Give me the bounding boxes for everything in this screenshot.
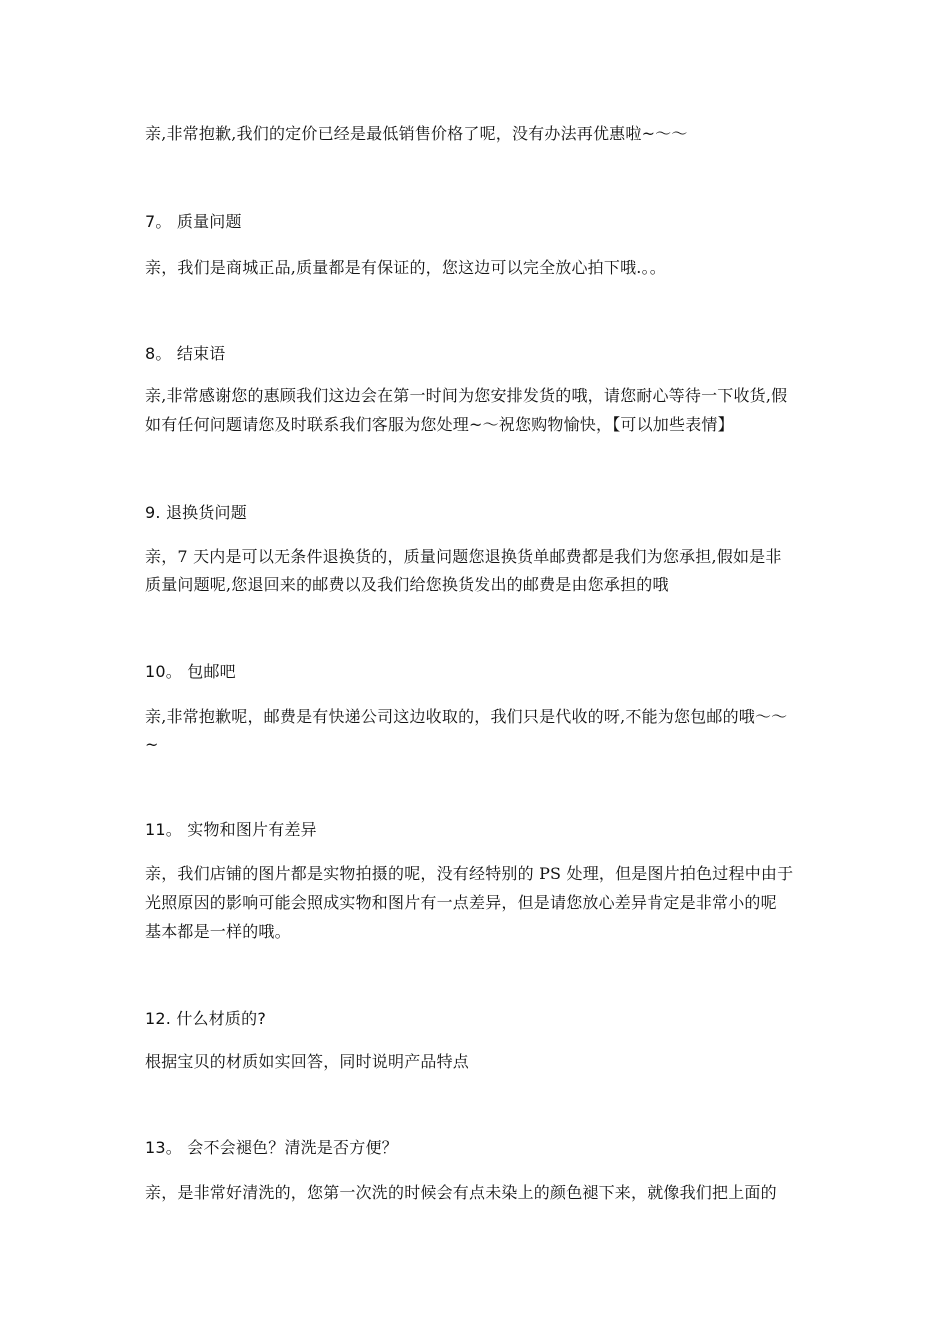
- paragraph-line: 如有任何问题请您及时联系我们客服为您处理~～祝您购物愉快，【可以加些表情】: [145, 415, 734, 434]
- section-heading-returns: 9. 退换货问题: [145, 503, 247, 522]
- paragraph-line: 亲,非常抱歉呢，邮费是有快递公司这边收取的，我们只是代收的呀,不能为您包邮的哦～～: [145, 707, 788, 726]
- paragraph-line: 亲，我们是商城正品,质量都是有保证的，您这边可以完全放心拍下哦.。。: [145, 258, 666, 277]
- paragraph-line: 亲，是非常好清洗的，您第一次洗的时候会有点未染上的颜色褪下来，就像我们把上面的: [145, 1183, 777, 1202]
- paragraph-line: 亲，我们店铺的图片都是实物拍摄的呢，没有经特别的 PS 处理，但是图片拍色过程中由于: [145, 864, 794, 883]
- paragraph-line: 基本都是一样的哦。: [145, 922, 291, 941]
- paragraph-line: 光照原因的影响可能会照成实物和图片有一点差异，但是请您放心差异肯定是非常小的呢: [145, 893, 777, 912]
- paragraph-line: 根据宝贝的材质如实回答，同时说明产品特点: [145, 1052, 470, 1071]
- paragraph-line: 亲,非常感谢您的惠顾我们这边会在第一时间为您安排发货的哦，请您耐心等待一下收货,假: [145, 386, 788, 405]
- paragraph-line: 亲，7 天内是可以无条件退换货的，质量问题您退换货单邮费都是我们为您承担,假如是非: [145, 547, 782, 566]
- section-heading-closing: 8。 结束语: [145, 344, 226, 363]
- paragraph-line: 质量问题呢,您退回来的邮费以及我们给您换货发出的邮费是由您承担的哦: [145, 575, 669, 594]
- section-heading-material: 12. 什么材质的?: [145, 1009, 267, 1028]
- paragraph-line: 亲,非常抱歉,我们的定价已经是最低销售价格了呢，没有办法再优惠啦~～～: [145, 124, 688, 143]
- section-heading-fading: 13。 会不会褪色？清洗是否方便？: [145, 1138, 398, 1157]
- paragraph-line: ~: [145, 735, 159, 754]
- section-heading-free-shipping: 10。 包邮吧: [145, 662, 236, 681]
- section-heading-quality: 7。 质量问题: [145, 212, 242, 231]
- section-heading-image-difference: 11。 实物和图片有差异: [145, 820, 317, 839]
